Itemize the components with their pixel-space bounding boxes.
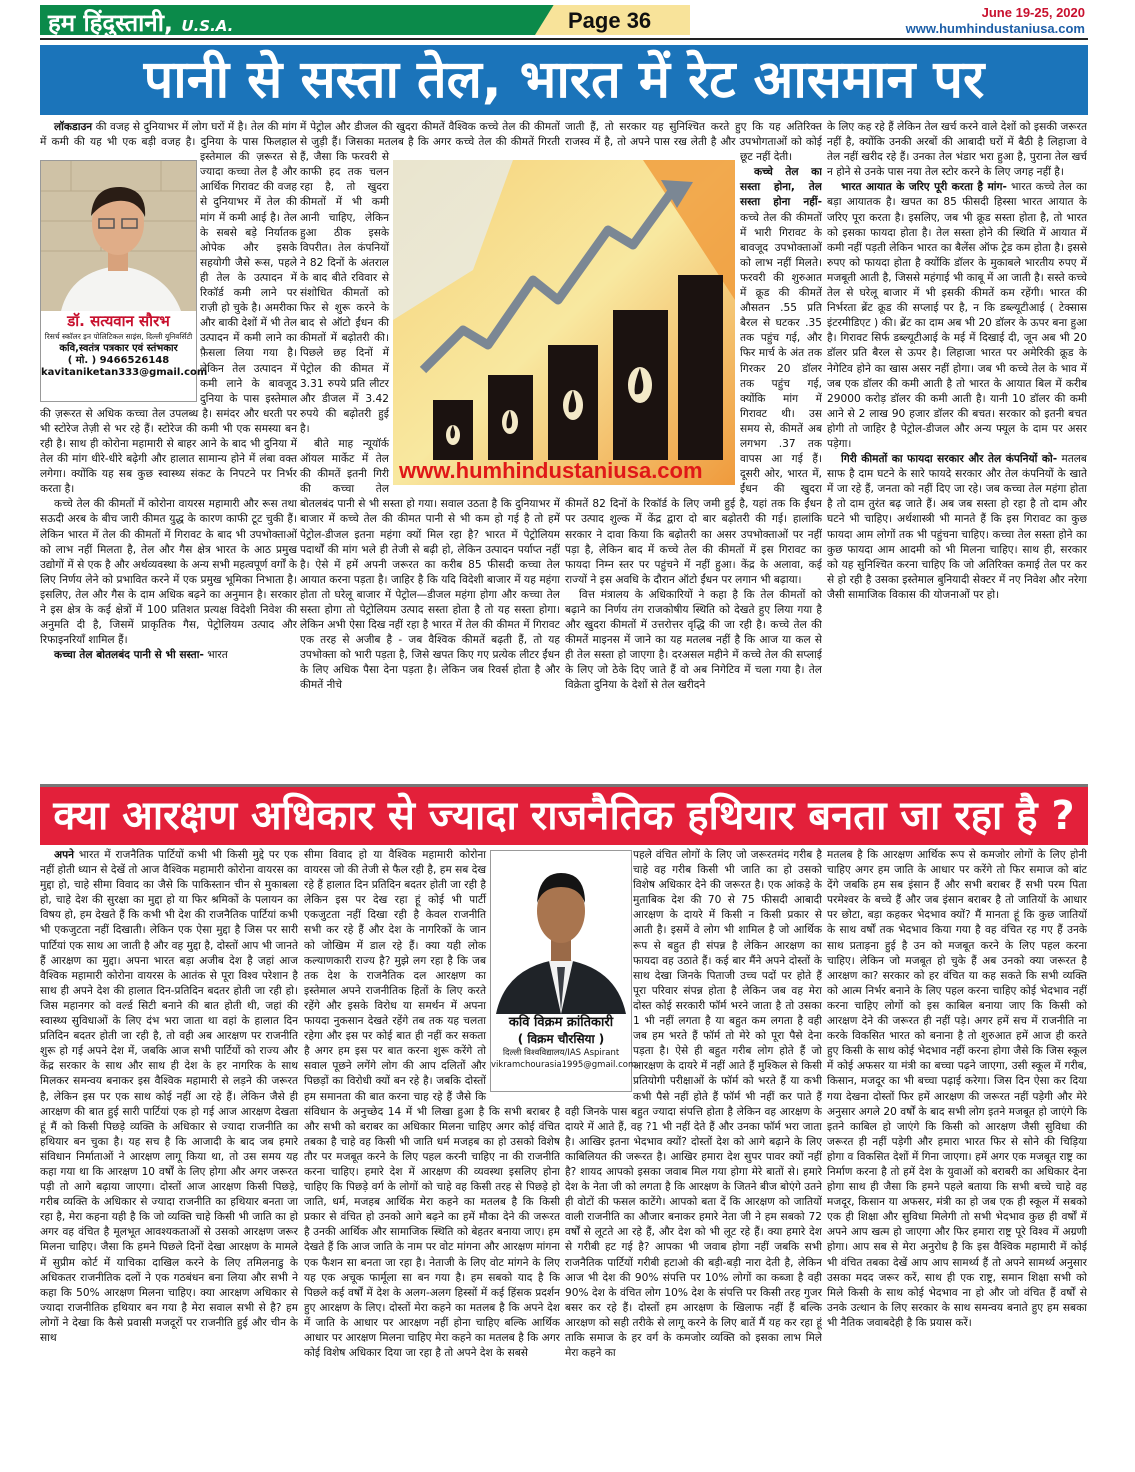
- author-name: डॉ. सत्यवान सौरभ: [67, 312, 170, 330]
- author-phone: ( मो. ) 9466526148: [67, 355, 170, 366]
- author-photo: [491, 851, 631, 1014]
- author-caption: [491, 1014, 637, 1071]
- paragraph-text: कच्चे तेल की कीमतों में भारी गिरावट के बावजूद उपभोक्ताओं को लाभ नहीं मिलते। फरवरी की शुरुआत में क्रूड की कीमतें औसतन .55 प्रति बैरल से घटकर .35 तक पहुंच गई, और फिर मार्च के अंत तक गिरकर 20 डॉलर तक पहुंच गई, क्योंकि मांग में गिरावट थी। उस समय से, कीमतें अब लगभग .37 तक वापस आ गई हैं। दूसरी ओर, भारत में, ईंधन की खुदरा कीमतें 82 दिनों के रिकॉर्ड के लिए जमी हुई है, यहां तक कि ईंधन पर उत्पाद शुल्क में केंद्र द्वारा दो बार बढ़ोतरी की गई। हालांकि सरकार ने दावा किया कि बढ़ोतरी का असर उपभोक्ताओं पर नहीं पड़ा है, लेकिन बाद में कच्चे तेल की कीमतों में इस गिरावट का फायदा निम्न स्तर पर पहुंचने में नहीं हुआ। केंद्र के अलावा, कई राज्यों ने इस अवधि के दौरान ऑटो ईंधन पर लगान भी बढ़ाया।: [565, 211, 822, 586]
- author-title: रिसर्च स्कॉलर इन पोलिटिकल साइंस, दिल्ली यूनिवर्सिटी: [44, 332, 193, 341]
- author-alias: ( विक्रम चौरसिया ): [517, 1032, 605, 1046]
- paragraph-text: मतलब साफ है दाम घटने के सारे फायदे सरकार और तेल कंपनियों के खाते में जा रहे हैं, जनता को नहीं दिए जा रहे। जब कच्चा तेल महंगा होता है तो दाम तुरंत बढ़ जाते हैं। अब जब सस्ता हो रहा है तो दाम और घटने भी चाहिए। अर्थशास्त्री भी मानते हैं कि इस गिरावट का कुछ फायदा आम लोगों तक भी पहुंचना चाहिए। कच्चा तेल सस्ता होने का कुछ फायदा आम आदमी को भी मिलना चाहिए। साथ ही, सरकार को यह सुनिश्चित करना चाहिए कि जो अतिरिक्त कमाई तेल पर कर से हो रही है उसका इस्तेमाल बुनियादी सेक्टर में नए निवेश और नरेगा जैसी सामाजिक विकास की योजनाओं पर हो।: [827, 453, 1087, 601]
- article-paragraph: [827, 452, 1087, 603]
- article1-column-4: [827, 120, 1087, 775]
- paper-name: हम हिंदुस्तानी,: [48, 9, 174, 37]
- page-number: Page 36: [568, 8, 652, 33]
- paragraph-lead: कच्चा तेल बोतलबंद पानी से भी सस्ता-: [54, 649, 204, 662]
- paragraph-lead: गिरी कीमतों का फायदा सरकार और तेल कंपनियों को-: [841, 453, 1058, 466]
- paragraph-lead: कच्चे तेल का सस्ता होना, तेल सस्ता होना नहीं-: [740, 166, 822, 209]
- newspaper-name: [48, 6, 233, 39]
- image-watermark: www.humhindustaniusa.com: [399, 458, 703, 483]
- oil-barrels-painting: [393, 160, 735, 485]
- author-portrait-image: [491, 851, 631, 1014]
- author-photo: [41, 161, 196, 311]
- author-caption: [41, 311, 208, 379]
- issue-date: June 19-25, 2020: [981, 5, 1085, 20]
- article-paragraph: [40, 497, 297, 648]
- author-name: कवि विक्रम क्रांतिकारी: [508, 1015, 614, 1030]
- paragraph-text: भारत में राजनैतिक पार्टियों कभी भी किसी मुद्दे पर एक नहीं होती ध्यान से देखें तो आज वैश्विक महामारी कोरोना वायरस का मुद्दा हो, चाहे सीमा विवाद का जैसे कि पाकिस्तान चीन से मुकाबला हो, चाहे देश की सुरक्षा का मुद्दा हो या फिर श्रमिकों के पलायन का विषय हो, हम देखते हैं कि कभी भी देश की राजनैतिक पार्टियां कभी भी एकजुटता नहीं दिखाती। लेकिन एक ऐसा मुद्दा है जिस पर सारी पार्टियां एक साथ आ जाती है और वह मुद्दा है, दोस्तों आप भी जानते हैं आरक्षण का मुद्दा। अपना भारत बड़ा अजीब देश है जहां आज वैश्विक महामारी कोरोना वायरस के आतंक से पूरा विश्व परेशान है साथ ही अपने देश की हालात दिन-प्रतिदिन बदतर होती जा रही हो। जिस महानगर को वर्ल्ड सिटी बनाने की बात होती थी, जहां की स्वास्थ्य सुविधाओं के लिए दंभ भरा जाता था वहां के हालात दिन प्रतिदिन बदतर होती जा रही है, तो वही अब आरक्षण पर राजनीति शुरू हो गई अपने देश में, जबकि आज सभी पार्टियों को राज्य और केंद्र सरकार के साथ और साथ ही देश के हर नागरिक के साथ मिलकर समन्वय बनाकर इस वैश्विक महामारी से लड़ने की जरूरत है, लेकिन इस पर एक साथ कोई नहीं आ रहे हैं। लेकिन जैसे ही आरक्षण की बात हुई सारी पार्टियां एक हो गई आज आरक्षण देखता हूं मैं को किसी पिछड़े व्यक्ति के अधिकार से ज्यादा राजनीति का हथियार बन चुका है। यह सच है कि आजादी के बाद जब हमारे संविधान निर्माताओं ने आरक्षण लागू किया था, तो उस समय यह कहा गया था कि आरक्षण 10 वर्षों के लिए होगा और अगर जरूरत पड़ी तो आगे बढ़ाया जाएगा। दोस्तों आज आरक्षण किसी पिछड़े, गरीब व्यक्ति के अधिकार से ज्यादा राजनीति का हथियार बनता जा रहा है, मेरा कहना यही है कि जो व्यक्ति चाहे किसी भी जाति का हो अगर वह वंचित है मूलभूत आवश्यकताओं से उसको आरक्षण जरूर मिलना चाहिए। जैसा कि हमने पिछले दिनों देखा आरक्षण के मामले में सुप्रीम कोर्ट में याचिका दाखिल करने के लिए तमिलनाडु के अधिकतर राजनीतिक दलों ने एक गठबंधन बना लिया और सभी ने कहा कि 50% आरक्षण मिलना चाहिए। क्या आरक्षण अधिकार से ज्यादा राजनीतिक हथियार बन गया है मेरा सवाल सभी से है? हम लोगों ने देखा कि कैसे प्रवासी मजदूरों पर राजनीति हुई और चीन के साथ: [40, 849, 298, 1344]
- author-email[interactable]: kavitaniketan333@gmail.com: [41, 367, 208, 378]
- article-paragraph: [40, 848, 298, 1346]
- paragraph-text: कच्चे तेल की कीमतों में कोरोना वायरस महामारी और रूस तथा सऊदी अरब के बीच जारी कीमत युद्ध के कारण काफी टूट चुकी हैं। लेकिन भारत में तेल की कीमतों में गिरावट के बाद भी उपभोक्ताओं को लाभ नहीं मिलता है, तेल और गैस क्षेत्र भारत के आठ प्रमुख उद्योगों में से एक है और अर्थव्यवस्था के अन्य सभी महत्वपूर्ण वर्गों के लिए निर्णय लेने को प्रभावित करने में एक प्रमुख भूमिका निभाता है। इसलिए, तेल और गैस के दाम अधिक बढ़ने का अनुमान है। सरकार ने इस क्षेत्र के कई क्षेत्रों में 100 प्रतिशत प्रत्यक्ष विदेशी निवेश की अनुमति दी है, जिसमें प्राकृतिक गैस, पेट्रोलियम उत्पाद और रिफाइनरियाँ शामिल हैं।: [40, 498, 297, 647]
- article-paragraph: [827, 848, 1087, 1331]
- paragraph-text: जाती हैं, तो सरकार यह सुनिश्चित करते हुए कि यह अतिरिक्त राजस्व में है, तो अपने पास रख लेती है और उपभोगताओं को कोई छूट नहीं देती।: [565, 121, 822, 164]
- article-paragraph: [827, 180, 1087, 452]
- header-divider: [40, 38, 1088, 40]
- paragraph-text: पहले वंचित लोगों के लिए जो जरूरतमंद गरीब है चाहे वह गरीब किसी भी जाति का हो उसको विशेष अधिकार देने की जरूरत है। एक आंकड़े के मुताबिक देश की 70 से 75 फीसदी आबादी आरक्षण के दायरे में किसी न किसी प्रकार से आती है। इसमें वे लोग भी शामिल है जो आर्थिक रूप से बहुत ही संपन्न है लेकिन आरक्षण का फायदा वह उठाते हैं। कई बार मैंने अपने दोस्तों के साथ देखा जिनके पिताजी उच्च पदों पर होते हैं पूरा परिवार संपन्न होता है लेकिन जब वह मेरा दोस्त कोई सरकारी फॉर्म भरने जाता है तो उसका 1 भी नहीं लगता है या बहुत कम लगता है वही जब हम भरते हैं फॉर्म तो मेरे को पूरा पैसे देना पड़ता है। ऐसे ही बहुत गरीब लोग होते हैं जो आरक्षण के दायरे में नहीं आते हैं मुश्किल से किसी प्रतियोगी परीक्षाओं के फॉर्म को भरते हैं या कभी कभी पैसे नहीं होते हैं फॉर्म भी नहीं कर पाते हैं वही जिनके पास बहुत ज्यादा संपत्ति होता है लेकिन वह आरक्षण के दायरे में आते हैं, वह ?1 भी नहीं देते हैं और उनका फॉर्म भरा जाता है। आखिर इतना भेदभाव क्यों? दोस्तों देश को आगे बढ़ाने के लिए काबिलियत की जरूरत है। आखिर हमारा देश सुपर पावर क्यों नहीं है? शायद आपको इसका जवाब मिल गया होगा मेरे बातों से। हमारे देश के नेता जी को लगता है कि आरक्षण के जितने बीज बोएंगे उतने ही वोटों की फसल काटेंगे। आपको बता दें कि आरक्षण को जातियों वाली राजनीति का औजार बनाकर हमारे नेता जी ने हम सबको 72 वर्षों से लूटते आ रहे हैं, और देश को भी लूट रहे हैं। क्या हमारे देश से गरीबी हट गई है? आपका भी जवाब होगा नहीं जबकि सभी राजनैतिक पार्टियों गरीबी हटाओ की बड़ी-बड़ी नारा देती है, लेकिन आज भी देश की 90% संपत्ति पर 10% लोगों का कब्जा है वही 90% देश के वंचित लोग 10% देश के संपत्ति पर किसी तरह गुजर बसर कर रहे हैं। दोस्तों हम आरक्षण के खिलाफ नहीं हैं बल्कि आरक्षण को सही तरीके से लागू करने के लिए बातें मैं यह कर रहा हूं ताकि समाज के हर वर्ग के कमजोर व्यक्ति को इसका लाभ मिले मेरा कहने का: [565, 849, 822, 1360]
- paragraph-text: मतलब है कि आरक्षण आर्थिक रूप से कमजोर लोगों के लिए होनी चाहिए अगर हम जाति के आधार पर करेंगे तो फिर समाज को बांट देंगे जबकि हम सब इंसान हैं और सभी बराबर हैं सभी परम पिता परमेश्वर के बच्चे हैं और जब इंसान बराबर है तो जातियों के आधार पर छोटा, बड़ा कहकर भेदभाव क्यों? मैं मानता हूं कि कुछ जातियों के साथ वर्षों तक भेदभाव किया गया है वह वंचित रह गए हैं उनके साथ प्रताड़ना हुई है उन को मजबूत करने के लिए पहल करना चाहिए। लेकिन जो मजबूत हो चुके हैं अब उनको क्या जरूरत है आरक्षण का? सरकार को हर वंचित या कह सकते कि सभी व्यक्ति को आत्म निर्भर बनाने के लिए पहल करना चाहिए कोई भेदभाव नहीं करना चाहिए लोगों को इस काबिल बनाया जाए कि किसी को आरक्षण देने की जरूरत ही नहीं पड़े। अगर हमें सच में राजनीति ना करके विकसित भारत को बनाना है तो शुरुआत हमें आज ही करते हुए किसी के साथ कोई भेदभाव नहीं करना होगा जैसे कि जिस स्कूल में कोई अफसर या मंत्री का बच्चा पढ़ने जाएगा, उसी स्कूल में गरीब, किसान, मजदूर का भी बच्चा पढ़ाई करेगा। जिस दिन ऐसा कर दिया गया देखना दोस्तों फिर हमें आरक्षण की जरूरत नहीं पड़ेगी और मेरे अनुसार अगले 20 वर्षों के बाद सभी लोग इतने मजबूत हो जाएंगे कि इतने काबिल हो जाएंगे कि किसी को आरक्षण जैसी सुविधा की जरूरत ही नहीं पड़ेगी और हमारा भारत फिर से सोने की चिड़िया होगा व विकसित देशों में गिना जाएगा। हमें अगर एक मजबूत राष्ट्र का निर्माण करना है तो हमें देश के युवाओं को बराबरी का अधिकार देना होगा साथ ही जैसा कि हमने पहले बताया कि सभी बच्चे चाहे वह मजदूर, किसान या अफसर, मंत्री का हो जब एक ही स्कूल में सबको एक ही शिक्षा और सुविधा मिलेगी तो सभी भेदभाव कुछ ही वर्षों में अपने आप खत्म हो जाएगा और फिर हमारा राष्ट्र पूरे विश्व में अग्रणी होगा। आप सब से मेरा अनुरोध है कि इस वैश्विक महामारी में कोई भी वंचित तबका देखें आप आप सामर्थ्य हैं तो अपने सामर्थ्य अनुसार उसका मदद जरूर करें, साथ ही एक राष्ट्र, समान शिक्षा सभी को मिले किसी के साथ कोई भेदभाव ना हो और जो वंचित हैं वर्षों से उनके उत्थान के लिए सरकार के साथ समन्वय बनाते हुए हम सबका भी नैतिक जवाबदेही है कि प्रयास करें।: [827, 849, 1087, 1329]
- article2-column-1: [40, 848, 298, 1468]
- paragraph-text: बीते माह न्यूयॉर्क ऑयल मार्केट में तेल की कीमतें इतनी गिरी की कच्चा तेल बोतलबंद पानी से भी सस्ता हो गया। सवाल उठता है कि दुनियाभर में बाजार में कच्चे तेल की कीमत पानी से भी कम हो गई है तो हमें पेट्रोल-डीजल इतना महंगा क्यों मिल रहा है? भारत में पेट्रोलियम पदार्थों की मांग भले ही तेजी से बढ़ी हो, लेकिन उत्पादन पर्याप्त नहीं है। ऐसे में हमें अपनी जरूरत का करीब 85 फीसदी कच्चा तेल आयात करना पड़ता है। जाहिर है कि यदि विदेशी बाजार में यह महंगा होता तो घरेलू बाजार में पेट्रोल—डीजल महंगा होगा और कच्चा तेल सस्ता होगा तो पेट्रोलियम उत्पाद सस्ता होता है तो यह सस्ता होगा। लेकिन अभी ऐसा दिख नहीं रहा है भारत में तेल की कीमत में गिरावट एक तरह से अजीब है - जब वैश्विक कीमतें बढ़ती हैं, तो यह उपभोक्ता को भारी पड़ता है, जिसे खपत किए गए प्रत्येक लीटर ईंधन के लिए अधिक पैसा देना पड़ता है। लेकिन जब रिवर्स होता है और कीमतें नीचे: [300, 437, 560, 692]
- author-email[interactable]: vikramchourasia1995@gmail.com: [491, 1060, 637, 1070]
- article-paragraph: [40, 648, 297, 663]
- paragraph-lead: लॉकडाउन: [54, 121, 93, 133]
- article-paragraph: [827, 120, 1087, 180]
- article-paragraph: [565, 120, 822, 165]
- author-affiliation: दिल्ली विश्वविद्यालय/IAS Aspirant: [502, 1048, 620, 1058]
- paragraph-text: वित्त मंत्रालय के अधिकारियों ने कहा है कि तेल कीमतों को बढ़ाने का निर्णय तंग राजकोषीय स्थिति को देखते हुए लिया गया है और खुदरा कीमतों में उत्तरोत्तर वृद्धि की जा रही है। कच्चे तेल की कीमतें माइनस में जाने का यह मतलब नहीं है कि आज या कल से ही तेल सस्ता हो जाएगा है। दरअसल महीने में कच्चे तेल की सप्लाई के लिए जो ठेके दिए जाते हैं वो अब निगेटिव में चला गया है। तेल विक्रेता दुनिया के देशों से तेल खरीदने: [565, 588, 822, 692]
- article1-headline: पानी से सस्ता तेल, भारत में रेट आसमान पर: [40, 45, 1088, 115]
- painting-image: [393, 160, 735, 485]
- paragraph-lead: भारत आयात के जरिए पूरी करता है मांग-: [841, 181, 1007, 194]
- website-link[interactable]: www.humhindustaniusa.com: [905, 21, 1085, 36]
- paragraph-text: भारत: [203, 649, 228, 662]
- paragraph-text: की वजह से दुनियाभर में लोग घरों में है। तेल की मांग में कमी की यह भी एक बड़ी वजह है। दुनिया के पास फिलहाल इस्तेमाल की ज़रूरत से ज्यादा कच्चा तेल है और आर्थिक गिरावट की वजह से दुनियाभर में तेल की मांग में कमी आई है। तेल के सबसे बड़े निर्यातक ओपेक और इसके सहयोगी जैसे रूस, पहले ही तेल के उत्पादन में रिकॉर्ड कमी लाने पर राज़ी हो चुके है। अमरीका और बाकी देशों में भी तेल उत्पादन में कमी लाने का फ़ैसला लिया गया है। लेकिन तेल उत्पादन में कमी लाने के बावजूद दुनिया के पास इस्तेमाल की ज़रूरत से अधिक कच्चा तेल उपलब्ध है। समंदर और धरती पर भी स्टोरेज तेज़ी से भर रहे हैं। स्टोरेज की कमी भी एक समस्या बन रही है। साथ ही कोरोना महामारी से बाहर आने के बाद भी दुनिया में तेल की मांग धीरे-धीरे बढ़ेगी और हालात सामान्य होने में लंबा वक्त लगेगा। क्योंकि यह सब कुछ स्वास्थ्य संकट के निपटने पर निर्भर करता है।: [40, 121, 297, 496]
- paragraph-text: में पेट्रोल और डीजल की खुदरा कीमतें वैश्विक कच्चे तेल की कीमतों से जुड़ी हैं। जिसका मतलब है कि अगर कच्चे तेल की कीमतें गिरती हैं, जैसा कि फरवरी से काफी हद तक चलन रहा है, तो खुदरा कीमतों में भी कमी आनी चाहिए, लेकिन हुआ ठीक इसके विपरीत। तेल कंपनियों ने 82 दिनों के अंतराल के बाद बीते रविवार से संशोधित कीमतों को फिर से शुरू करने के बाद से ऑटो ईंधन की कीमतों में बढ़ोतरी की। पिछले छह दिनों में पेट्रोल की कीमत में 3.31 रुपये प्रति लीटर और डीजल में 3.42 रुपये की बढ़ोतरी हुई है।: [300, 121, 560, 435]
- paragraph-text: सीमा विवाद हो या वैश्विक महामारी कोरोना वायरस जो की तेजी से फैल रही है, हम सब देख रहे हैं हालात दिन प्रतिदिन बदतर होती जा रही है लेकिन इस पर देख रहा हूं कोई भी पार्टी एकजुटता नहीं दिखा रही है केवल राजनीति सभी कर रहे हैं और देश के नागरिकों के जान को जोखिम में डाल रहे हैं। क्या यही लोक कल्याणकारी राज्य है? मुझे लग रहा है कि जब तक देश के राजनैतिक दल आरक्षण का इस्तेमाल अपने राजनीतिक हितों के लिए करते रहेंगे और इसके विरोध या समर्थन में अपना फायदा नुकसान देखते रहेंगे तब तक यह चलता रहेगा और इस पर कोई बात ही नहीं कर सकता है अगर हम इस पर बात करना शुरू करेंगे तो सवाल पूछने लगेंगे लोग की आप दलितों और पिछड़ों का विरोधी क्यों बन रहे है। जबकि दोस्तों हम समानता की बात करना चाह रहे हैं जैसे कि संविधान के अनुच्छेद 14 में भी लिखा हुआ है कि सभी बराबर है और सभी को बराबर का अधिकार मिलना चाहिए अगर कोई वंचित तबका है चाहे वह किसी भी जाति धर्म मजहब का हो उसको विशेष तौर पर मजबूत करने के लिए पहल करनी चाहिए ना की राजनीति करना चाहिए। हमारे देश में आरक्षण की व्यवस्था इसलिए होना चाहिए कि पिछड़े वर्ग के लोगों को चाहे वह किसी तरह से पिछड़े हो जाति, धर्म, मजहब आर्थिक मेरा कहने का मतलब है कि किसी प्रकार से वंचित हो उनको आगे बढ़ने का हमें मौका देने की जरूरत है उनकी आर्थिक और सामाजिक स्थिति को बेहतर बनाया जाए। हम देखते हैं कि आज जाति के नाम पर वोट मांगना और आरक्षण मांगना एक फैशन सा बनता जा रहा है। नेताजी के लिए वोट मांगने के लिए यह एक अचूक फार्मूला सा बन गया है। हम सबको याद है कि पिछले कई वर्षों में देश के अलग-अलग हिस्सों में कई हिंसक प्रदर्शन हुए आरक्षण के लिए। दोस्तों मेरा कहने का मतलब है कि अपने देश में जाति के आधार पर आरक्षण नहीं होना चाहिए बल्कि आर्थिक आधार पर आरक्षण मिलना चाहिए मेरा कहने का मतलब है कि अगर कोई विशेष अधिकार दिया जा रहा है तो अपने देश के सबसे: [304, 849, 560, 1360]
- author-portrait-image: [41, 161, 196, 311]
- paragraph-lead: अपने: [54, 849, 74, 861]
- author-box: [40, 160, 208, 402]
- article2-column-4: [827, 848, 1087, 1468]
- article2-headline: क्या आरक्षण अधिकार से ज्यादा राजनैतिक हथियार बनता जा रहा है ?: [40, 784, 1088, 845]
- article-paragraph: [565, 588, 822, 694]
- author-role: कवि,स्वतंत्र पत्रकार एवं स्तंभकार: [59, 343, 178, 354]
- paragraph-text: भारत कच्चे तेल का बड़ा आयातक है। खपत का 85 फीसदी हिस्सा भारत आयात के जरिए पूरा करता है। इसलिए, जब भी क्रूड सस्ता होता है, तो भारत को इसका फायदा होता है। तेल सस्ता होने की स्थिति में आयात में कमी नहीं पड़ती लेकिन भारत का बैलेंस ऑफ ट्रेड कम होता है। इससे रुपए को फायदा होता है क्योंकि डॉलर के मुकाबले भारतीय रुपए में मजबूती आती है, जिससे महंगाई भी काबू में आ जाती है। सस्ते कच्चे तेल से घरेलू बाजार में भी इसकी कीमतें कम रहेंगी। भारत की निर्भरता ब्रेंट क्रूड की सप्लाई पर है, न कि डब्ल्यूटीआई ( टेक्सास इंटरमीडिएट ) की। ब्रेंट का दाम अब भी 20 डॉलर के ऊपर बना हुआ है। गिरावट सिर्फ डब्ल्यूटीआई के मई में दिखाई दी, जून अब भी 20 डॉलर प्रति बैरल से ऊपर है। लिहाजा भारत पर अमेरिकी क्रूड के नेगेटिव होने का खास असर नहीं होगा। जब भी कच्चे तेल के भाव में जब एक डॉलर की कमी आती है तो भारत के आयात बिल में करीब 29000 करोड़ डॉलर की कमी आती है। यानी 10 डॉलर की कमी आने से 2 लाख 90 हजार डॉलर की बचत। सरकार को इतनी बचत होगी तो जाहिर है पेट्रोल-डीजल और अन्य फ्यूल के दाम पर असर पड़ेगा।: [827, 181, 1087, 450]
- paper-suffix: U.S.A.: [181, 17, 234, 35]
- author-box: [490, 850, 637, 1092]
- paragraph-text: के लिए कह रहे हैं लेकिन तेल खर्च करने वाले देशों को इसकी जरूरत नहीं है, क्योंकि उनकी अरबों की आबादी घरों में बैठी है लिहाजा वे तेल नहीं खरीद रहे हैं। उनका तेल भंडार भरा हुआ है, पुराना तेल खर्च न होने से उनके पास नया तेल स्टोर करने के लिए जगह नहीं है।: [827, 121, 1087, 179]
